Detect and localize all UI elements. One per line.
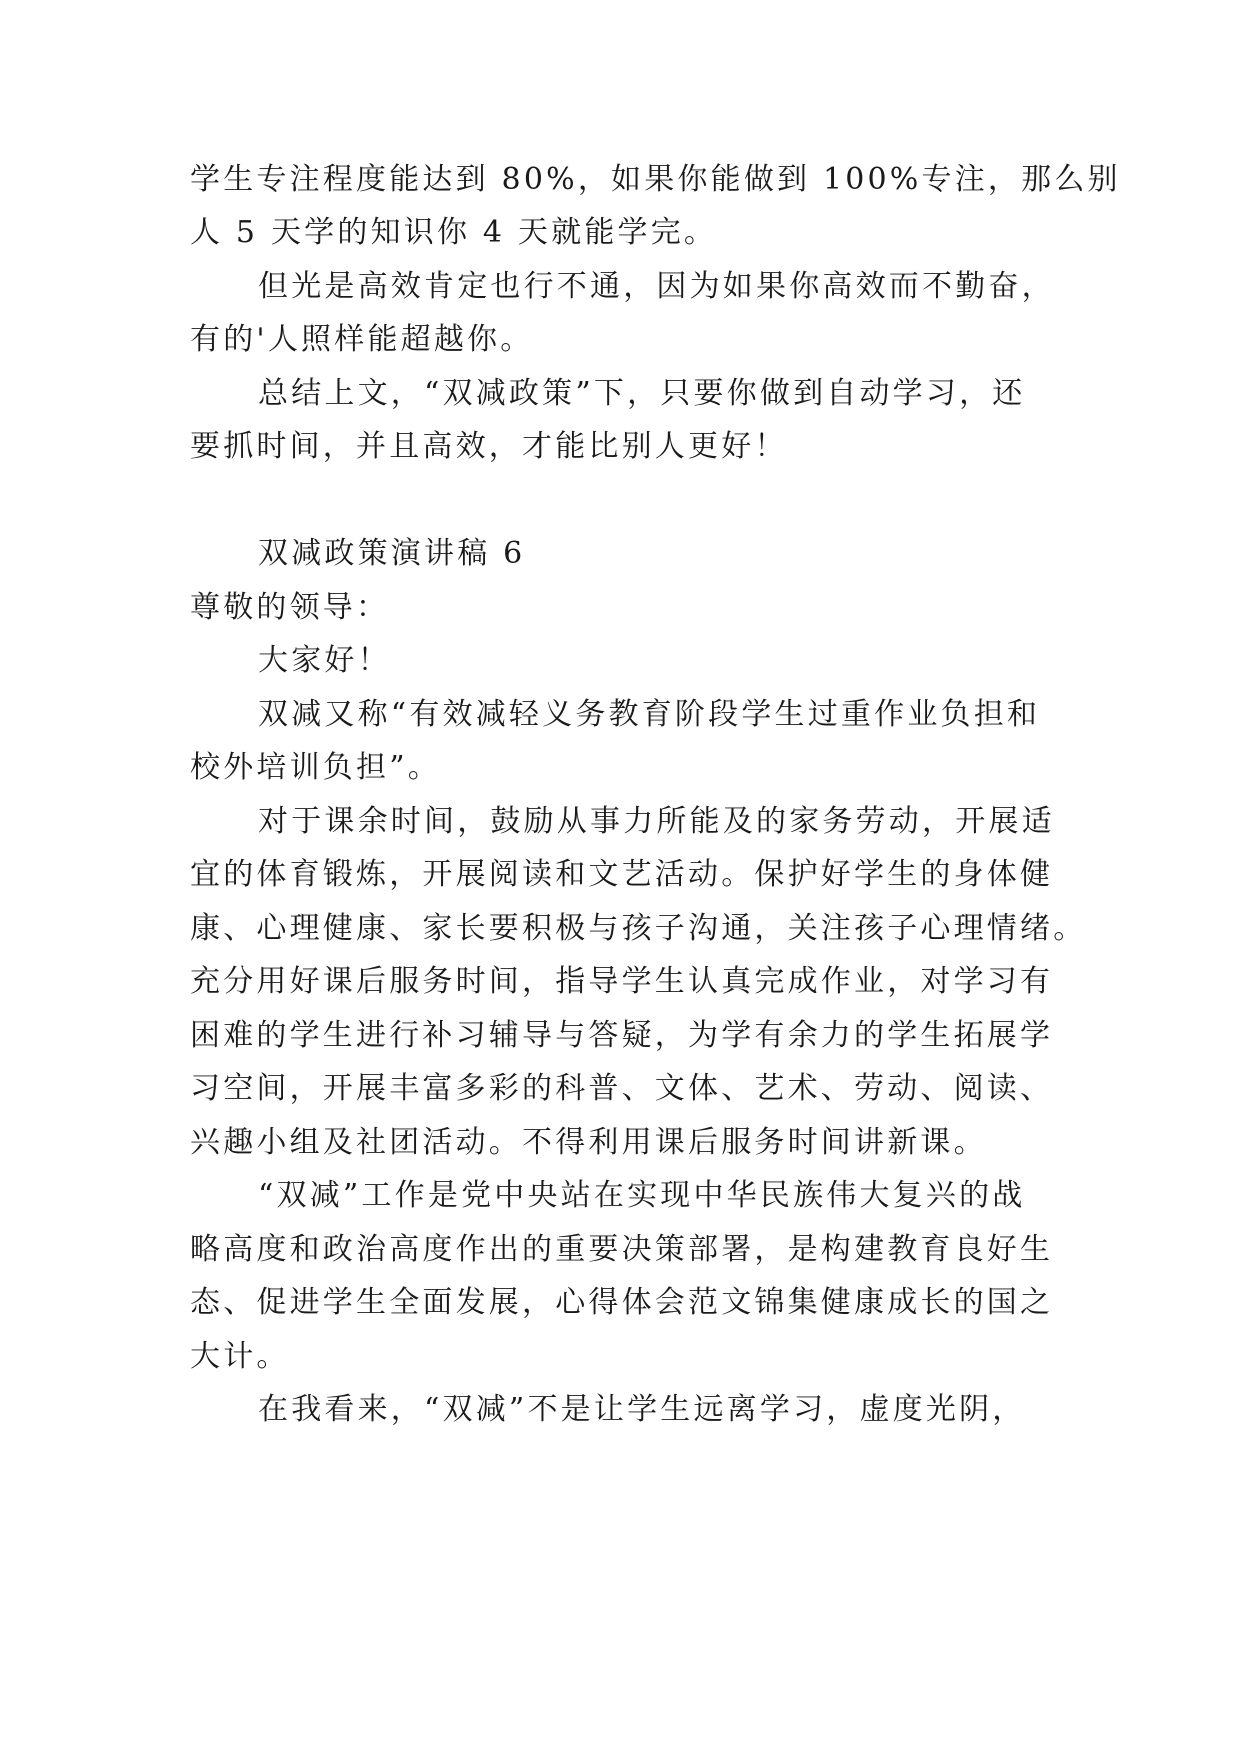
- text-line-19: “双减”工作是党中央站在实现中华民族伟大复兴的战: [258, 1178, 1026, 1213]
- salutation: 尊敬的领导：: [190, 590, 390, 625]
- text-line-5: 总结上文，“双减政策”下，只要你做到自动学习，还: [258, 376, 1026, 411]
- text-line-6: 要抓时间，并且高效，才能比别人更好！: [190, 429, 788, 464]
- text-line-18: 兴趣小组及社团活动。不得利用课后服务时间讲新课。: [190, 1125, 987, 1160]
- greeting: 大家好！: [258, 643, 391, 678]
- text-line-23: 在我看来，“双减”不是让学生远离学习，虚度光阴，: [258, 1392, 1026, 1427]
- text-line-15: 充分用好课后服务时间，指导学生认真完成作业，对学习有: [190, 964, 1054, 999]
- section-heading: 双减政策演讲稿 6: [258, 536, 526, 571]
- text-line-4: 有的'人照样能超越你。: [190, 322, 534, 357]
- text-line-16: 困难的学生进行补习辅导与答疑，为学有余力的学生拓展学: [190, 1018, 1054, 1053]
- text-line-20: 略高度和政治高度作出的重要决策部署，是构建教育良好生: [190, 1232, 1054, 1267]
- text-line-12: 对于课余时间，鼓励从事力所能及的家务劳动，开展适: [258, 804, 1055, 839]
- text-line-17: 习空间，开展丰富多彩的科普、文体、艺术、劳动、阅读、: [190, 1071, 1054, 1106]
- text-line-13: 宜的体育锻炼，开展阅读和文艺活动。保护好学生的身体健: [190, 857, 1054, 892]
- text-line-14: 康、心理健康、家长要积极与孩子沟通，关注孩子心理情绪。: [190, 911, 1087, 946]
- text-line-11: 校外培训负担”。: [190, 750, 441, 785]
- text-line-2: 人 5 天学的知识你 4 天就能学完。: [190, 215, 718, 250]
- text-line-1: 学生专注程度能达到 80%，如果你能做到 100%专注，那么别: [190, 162, 1121, 197]
- text-line-22: 大计。: [190, 1339, 290, 1374]
- text-line-10: 双减又称“有效减轻义务教育阶段学生过重作业负担和: [258, 697, 1041, 732]
- text-line-3: 但光是高效肯定也行不通，因为如果你高效而不勤奋，: [258, 269, 1055, 304]
- text-line-21: 态、促进学生全面发展，心得体会范文锦集健康成长的国之: [190, 1285, 1054, 1320]
